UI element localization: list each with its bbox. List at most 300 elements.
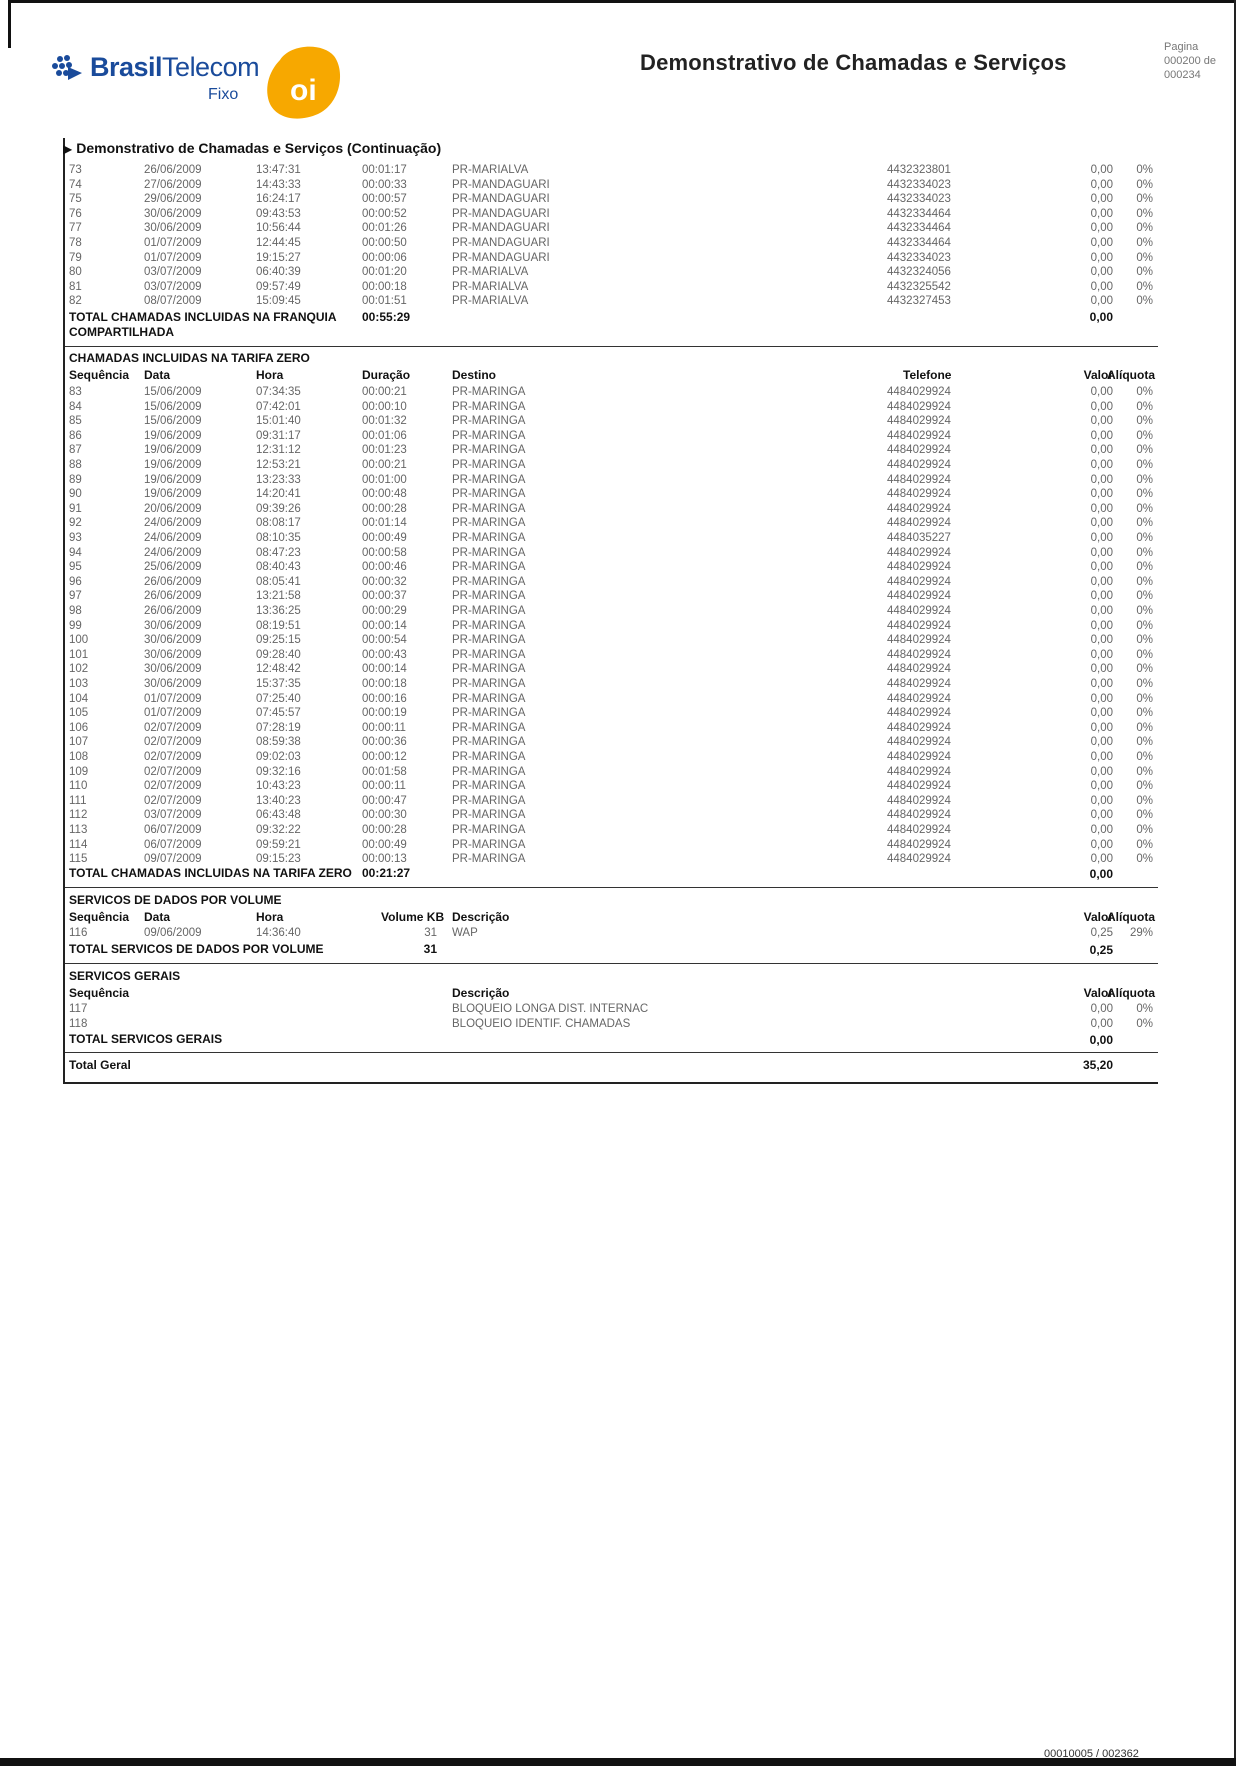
cell-aliquota: 0% bbox=[1136, 824, 1153, 836]
cell-destino: PR-MARINGA bbox=[452, 429, 526, 442]
cell-hora: 14:20:41 bbox=[256, 488, 301, 501]
cell-hora: 08:10:35 bbox=[256, 532, 301, 544]
cell-aliquota: 0% bbox=[1136, 575, 1153, 588]
cell-aliquota: 0% bbox=[1136, 222, 1153, 235]
cell-data: 20/06/2009 bbox=[144, 502, 202, 515]
cell-telefone: 4432334023 bbox=[887, 193, 951, 206]
cell-valor: 0,00 bbox=[1090, 400, 1113, 413]
col-seq: Sequência bbox=[69, 368, 130, 382]
total-geral-value: 35,20 bbox=[1082, 1058, 1113, 1072]
cell-aliquota: 0% bbox=[1136, 473, 1153, 486]
cell-aliquota: 0% bbox=[1136, 502, 1153, 515]
cell-data: 01/07/2009 bbox=[144, 251, 202, 264]
cell-hora: 12:48:42 bbox=[256, 663, 301, 676]
cell-destino: PR-MANDAGUARI bbox=[452, 237, 550, 249]
cell-seq: 78 bbox=[69, 237, 82, 249]
cell-destino: PR-MANDAGUARI bbox=[452, 178, 550, 191]
cell-valor: 0,00 bbox=[1090, 1003, 1113, 1015]
table-row bbox=[63, 252, 1158, 267]
cell-valor: 0,00 bbox=[1090, 517, 1113, 530]
col-seq: Sequência bbox=[69, 910, 130, 924]
cell-seq: 106 bbox=[69, 721, 89, 734]
table-row bbox=[63, 488, 1158, 503]
cell-hora: 12:44:45 bbox=[256, 237, 301, 249]
cell-seq: 95 bbox=[69, 561, 82, 574]
cell-seq: 92 bbox=[69, 517, 82, 530]
cell-telefone: 4484029924 bbox=[887, 444, 951, 457]
cell-data: 08/07/2009 bbox=[144, 295, 202, 308]
cell-destino: PR-MARINGA bbox=[452, 546, 526, 559]
cell-destino: PR-MARINGA bbox=[452, 400, 526, 413]
col-duracao: Duração bbox=[362, 368, 411, 382]
cell-data: 26/06/2009 bbox=[144, 575, 202, 588]
cell-duracao: 00:00:32 bbox=[362, 575, 407, 588]
cell-aliquota: 0% bbox=[1136, 429, 1153, 442]
cell-telefone: 4484029924 bbox=[887, 780, 951, 793]
cell-duracao: 00:00:43 bbox=[362, 648, 407, 661]
col-hora: Hora bbox=[256, 368, 284, 382]
footer-code: 00010005 / 002362 bbox=[1044, 1748, 1139, 1760]
brasil-telecom-icon bbox=[50, 53, 84, 83]
cell-aliquota: 0% bbox=[1136, 207, 1153, 220]
tarifa-zero-total-duration: 00:21:27 bbox=[362, 866, 411, 880]
cell-aliquota: 0% bbox=[1136, 634, 1153, 647]
cell-hora: 10:43:23 bbox=[256, 780, 301, 793]
cell-hora: 09:32:22 bbox=[256, 824, 301, 836]
col-aliquota: Alíquota bbox=[1107, 910, 1155, 924]
cell-destino: PR-MARINGA bbox=[452, 561, 526, 574]
cell-aliquota: 0% bbox=[1136, 1017, 1153, 1030]
continuation-header bbox=[63, 140, 441, 156]
cell-seq: 73 bbox=[69, 164, 82, 176]
cell-telefone: 4484029924 bbox=[887, 809, 951, 822]
cell-aliquota: 0% bbox=[1136, 648, 1153, 661]
cell-aliquota: 0% bbox=[1136, 619, 1153, 632]
cell-data: 26/06/2009 bbox=[144, 164, 202, 176]
cell-destino: PR-MARINGA bbox=[452, 794, 526, 807]
cell-data: 24/06/2009 bbox=[144, 546, 202, 559]
cell-telefone: 4484029924 bbox=[887, 619, 951, 632]
cell-hora: 09:15:23 bbox=[256, 853, 301, 866]
table-row bbox=[63, 722, 1158, 737]
cell-seq: 112 bbox=[69, 809, 88, 822]
page-label: Pagina bbox=[1164, 41, 1199, 53]
cell-valor: 0,00 bbox=[1090, 207, 1113, 220]
page-number: 000200 de bbox=[1164, 55, 1216, 67]
cell-hora: 08:47:23 bbox=[256, 546, 301, 559]
cell-data: 15/06/2009 bbox=[144, 415, 202, 428]
cell-hora: 10:56:44 bbox=[256, 222, 301, 235]
col-seq: Sequência bbox=[69, 986, 130, 1000]
table-row bbox=[63, 208, 1158, 223]
cell-hora: 09:43:53 bbox=[256, 207, 301, 220]
cell-data: 09/07/2009 bbox=[144, 853, 202, 866]
cell-data: 30/06/2009 bbox=[144, 207, 202, 220]
table-row bbox=[63, 736, 1158, 751]
cell-duracao: 00:00:11 bbox=[362, 780, 406, 793]
cell-seq: 88 bbox=[69, 459, 82, 471]
table-row bbox=[63, 795, 1158, 810]
cell-valor: 0,00 bbox=[1090, 853, 1113, 866]
table-row bbox=[63, 266, 1158, 281]
cell-telefone: 4484029924 bbox=[887, 678, 951, 690]
cell-valor: 0,00 bbox=[1090, 648, 1113, 661]
cell-duracao: 00:00:06 bbox=[362, 251, 407, 264]
cell-telefone: 4484029924 bbox=[887, 794, 951, 807]
table-row bbox=[63, 576, 1158, 591]
cell-aliquota: 0% bbox=[1136, 415, 1153, 428]
cell-duracao: 00:01:26 bbox=[362, 222, 407, 235]
table-row bbox=[63, 222, 1158, 237]
tarifa-zero-title: CHAMADAS INCLUIDAS NA TARIFA ZERO bbox=[69, 351, 310, 365]
table-row bbox=[63, 281, 1158, 296]
cell-seq: 102 bbox=[69, 663, 89, 676]
cell-aliquota: 0% bbox=[1136, 809, 1153, 822]
cell-data: 30/06/2009 bbox=[144, 678, 202, 690]
table-row bbox=[63, 663, 1158, 678]
cell-telefone: 4484029924 bbox=[887, 517, 951, 530]
cell-telefone: 4484029924 bbox=[887, 488, 951, 501]
dados-total-label: TOTAL SERVICOS DE DADOS POR VOLUME bbox=[69, 942, 324, 956]
cell-seq: 76 bbox=[69, 207, 82, 220]
page-total: 000234 bbox=[1164, 69, 1201, 81]
franquia-total-label-2: COMPARTILHADA bbox=[69, 325, 175, 339]
cell-data: 24/06/2009 bbox=[144, 532, 202, 544]
cell-data: 30/06/2009 bbox=[144, 634, 202, 647]
cell-duracao: 00:00:49 bbox=[362, 838, 407, 851]
cell-destino: PR-MARINGA bbox=[452, 838, 526, 851]
gerais-title: SERVICOS GERAIS bbox=[69, 969, 181, 983]
table-row bbox=[63, 179, 1158, 194]
cell-destino: PR-MARIALVA bbox=[452, 266, 529, 279]
cell-seq: 80 bbox=[69, 266, 82, 279]
divider bbox=[65, 1052, 1158, 1053]
cell-seq: 114 bbox=[69, 838, 88, 851]
cell-valor: 0,00 bbox=[1090, 736, 1113, 749]
cell-destino: PR-MARIALVA bbox=[452, 295, 529, 308]
cell-valor: 0,00 bbox=[1090, 605, 1113, 617]
cell-seq: 108 bbox=[69, 751, 89, 763]
cell-data: 15/06/2009 bbox=[144, 400, 202, 413]
cell-hora: 14:36:40 bbox=[256, 927, 301, 939]
cell-aliquota: 0% bbox=[1136, 1003, 1153, 1015]
cell-destino: PR-MARINGA bbox=[452, 678, 526, 690]
cell-destino: PR-MARINGA bbox=[452, 780, 526, 793]
cell-duracao: 00:01:00 bbox=[362, 473, 407, 486]
cell-destino: PR-MARINGA bbox=[452, 488, 526, 501]
cell-telefone: 4484029924 bbox=[887, 707, 951, 720]
cell-duracao: 00:01:20 bbox=[362, 266, 407, 279]
cell-seq: 84 bbox=[69, 400, 82, 413]
cell-aliquota: 0% bbox=[1136, 678, 1153, 690]
cell-seq: 98 bbox=[69, 605, 82, 617]
cell-aliquota: 0% bbox=[1136, 444, 1153, 457]
cell-telefone: 4484029924 bbox=[887, 473, 951, 486]
cell-duracao: 00:01:06 bbox=[362, 429, 407, 442]
continuation-title: Demonstrativo de Chamadas e Serviços (Continuação) bbox=[76, 140, 442, 156]
cell-data: 02/07/2009 bbox=[144, 794, 202, 807]
franquia-total-duration: 00:55:29 bbox=[362, 310, 411, 324]
cell-duracao: 00:00:28 bbox=[362, 824, 407, 836]
cell-hora: 07:45:57 bbox=[256, 707, 301, 720]
cell-aliquota: 0% bbox=[1136, 780, 1153, 793]
oi-logo-text: oi bbox=[290, 74, 317, 107]
cell-valor: 0,00 bbox=[1090, 415, 1113, 428]
cell-destino: PR-MARINGA bbox=[452, 517, 526, 530]
cell-telefone: 4484029924 bbox=[887, 853, 951, 866]
cell-seq: 118 bbox=[69, 1017, 88, 1030]
cell-data: 29/06/2009 bbox=[144, 193, 202, 206]
cell-destino: PR-MARINGA bbox=[452, 765, 526, 778]
cell-hora: 12:31:12 bbox=[256, 444, 301, 457]
cell-telefone: 4484029924 bbox=[887, 561, 951, 574]
cell-duracao: 00:00:13 bbox=[362, 853, 407, 866]
cell-duracao: 00:00:28 bbox=[362, 502, 407, 515]
cell-duracao: 00:01:32 bbox=[362, 415, 407, 428]
cell-hora: 16:24:17 bbox=[256, 193, 301, 206]
cell-telefone: 4484029924 bbox=[887, 429, 951, 442]
cell-data: 03/07/2009 bbox=[144, 280, 202, 293]
cell-seq: 101 bbox=[69, 648, 89, 661]
cell-hora: 07:42:01 bbox=[256, 400, 301, 413]
cell-telefone: 4484029924 bbox=[887, 721, 951, 734]
cell-valor: 0,00 bbox=[1090, 721, 1113, 734]
cell-telefone: 4484029924 bbox=[887, 400, 951, 413]
cell-valor: 0,00 bbox=[1090, 663, 1113, 676]
cell-aliquota: 0% bbox=[1136, 532, 1153, 544]
cell-destino: PR-MARINGA bbox=[452, 721, 526, 734]
cell-destino: PR-MARIALVA bbox=[452, 280, 529, 293]
scan-border-left bbox=[8, 0, 11, 48]
cell-data: 06/07/2009 bbox=[144, 824, 202, 836]
cell-aliquota: 0% bbox=[1136, 488, 1153, 501]
cell-duracao: 00:00:21 bbox=[362, 386, 407, 398]
cell-hora: 13:40:23 bbox=[256, 794, 301, 807]
cell-seq: 115 bbox=[69, 853, 88, 866]
cell-seq: 93 bbox=[69, 532, 82, 544]
table-row bbox=[63, 193, 1158, 208]
cell-destino: PR-MARINGA bbox=[452, 634, 526, 647]
tarifa-zero-total-value: 0,00 bbox=[1089, 867, 1113, 881]
cell-seq: 90 bbox=[69, 488, 82, 501]
table-row bbox=[63, 415, 1158, 430]
cell-hora: 08:19:51 bbox=[256, 619, 301, 632]
cell-telefone: 4484029924 bbox=[887, 502, 951, 515]
col-telefone: Telefone bbox=[903, 368, 952, 382]
cell-data: 19/06/2009 bbox=[144, 488, 202, 501]
table-row bbox=[63, 780, 1158, 795]
cell-valor: 0,00 bbox=[1090, 794, 1113, 807]
cell-duracao: 00:00:16 bbox=[362, 692, 407, 705]
cell-destino: PR-MARINGA bbox=[452, 605, 526, 617]
cell-duracao: 00:00:52 bbox=[362, 207, 407, 220]
col-valor: Valor bbox=[1083, 910, 1113, 924]
cell-data: 30/06/2009 bbox=[144, 619, 202, 632]
cell-hora: 13:36:25 bbox=[256, 605, 301, 617]
cell-valor: 0,00 bbox=[1090, 1017, 1113, 1030]
cell-destino: PR-MARINGA bbox=[452, 809, 526, 822]
page-info bbox=[1164, 40, 1216, 82]
cell-aliquota: 0% bbox=[1136, 751, 1153, 763]
cell-seq: 75 bbox=[69, 193, 82, 206]
cell-valor: 0,00 bbox=[1090, 429, 1113, 442]
dados-total-volume: 31 bbox=[423, 942, 437, 956]
cell-hora: 09:28:40 bbox=[256, 648, 301, 661]
table-row bbox=[63, 707, 1158, 722]
cell-hora: 14:43:33 bbox=[256, 178, 301, 191]
cell-hora: 06:43:48 bbox=[256, 809, 301, 822]
page-title: Demonstrativo de Chamadas e Serviços bbox=[640, 50, 1067, 75]
cell-hora: 08:59:38 bbox=[256, 736, 301, 749]
cell-hora: 09:31:17 bbox=[256, 429, 301, 442]
cell-data: 02/07/2009 bbox=[144, 736, 202, 749]
cell-hora: 08:08:17 bbox=[256, 517, 301, 530]
cell-hora: 13:23:33 bbox=[256, 473, 301, 486]
cell-destino: PR-MARIALVA bbox=[452, 164, 529, 176]
table-row bbox=[63, 605, 1158, 620]
brand-name bbox=[90, 52, 259, 83]
cell-valor: 0,00 bbox=[1090, 692, 1113, 705]
cell-data: 02/07/2009 bbox=[144, 751, 202, 763]
col-aliquota: Alíquota bbox=[1107, 368, 1155, 382]
cell-aliquota: 0% bbox=[1136, 707, 1153, 720]
cell-aliquota: 0% bbox=[1136, 721, 1153, 734]
cell-destino: PR-MARINGA bbox=[452, 824, 526, 836]
cell-hora: 19:15:27 bbox=[256, 251, 301, 264]
cell-data: 15/06/2009 bbox=[144, 386, 202, 398]
cell-telefone: 4432327453 bbox=[887, 295, 951, 308]
cell-seq: 107 bbox=[69, 736, 89, 749]
cell-volume: 31 bbox=[424, 927, 437, 939]
cell-data: 03/07/2009 bbox=[144, 266, 202, 279]
arrow-right-icon: ▶ bbox=[63, 142, 73, 156]
cell-duracao: 00:00:58 bbox=[362, 546, 407, 559]
cell-hora: 12:53:21 bbox=[256, 459, 301, 471]
col-valor: Valor bbox=[1083, 986, 1113, 1000]
cell-aliquota: 0% bbox=[1136, 517, 1153, 530]
cell-valor: 0,00 bbox=[1090, 532, 1113, 544]
cell-valor: 0,00 bbox=[1090, 280, 1113, 293]
table-row bbox=[63, 561, 1158, 576]
cell-valor: 0,00 bbox=[1090, 178, 1113, 191]
cell-destino: PR-MARINGA bbox=[452, 751, 526, 763]
cell-destino: PR-MARINGA bbox=[452, 692, 526, 705]
cell-destino: PR-MARINGA bbox=[452, 444, 526, 457]
cell-data: 01/07/2009 bbox=[144, 707, 202, 720]
cell-aliquota: 0% bbox=[1136, 794, 1153, 807]
cell-descricao: BLOQUEIO IDENTIF. CHAMADAS bbox=[452, 1017, 631, 1030]
cell-seq: 100 bbox=[69, 634, 89, 647]
table-row bbox=[63, 474, 1158, 489]
cell-data: 30/06/2009 bbox=[144, 222, 202, 235]
cell-telefone: 4432334464 bbox=[887, 237, 951, 249]
cell-telefone: 4484029924 bbox=[887, 736, 951, 749]
cell-data: 02/07/2009 bbox=[144, 780, 202, 793]
cell-data: 26/06/2009 bbox=[144, 605, 202, 617]
cell-duracao: 00:00:18 bbox=[362, 678, 407, 690]
cell-destino: PR-MARINGA bbox=[452, 415, 526, 428]
cell-valor: 0,00 bbox=[1090, 237, 1113, 249]
cell-seq: 86 bbox=[69, 429, 82, 442]
cell-seq: 113 bbox=[69, 824, 88, 836]
cell-telefone: 4484029924 bbox=[887, 605, 951, 617]
cell-aliquota: 0% bbox=[1136, 237, 1153, 249]
cell-aliquota: 0% bbox=[1136, 400, 1153, 413]
cell-hora: 07:25:40 bbox=[256, 692, 301, 705]
cell-telefone: 4484029924 bbox=[887, 386, 951, 398]
cell-duracao: 00:00:11 bbox=[362, 721, 406, 734]
cell-seq: 103 bbox=[69, 678, 89, 690]
cell-aliquota: 0% bbox=[1136, 736, 1153, 749]
cell-duracao: 00:00:47 bbox=[362, 794, 407, 807]
cell-destino: PR-MANDAGUARI bbox=[452, 207, 550, 220]
cell-valor: 0,00 bbox=[1090, 634, 1113, 647]
cell-valor: 0,00 bbox=[1090, 251, 1113, 264]
cell-telefone: 4432323801 bbox=[887, 164, 951, 176]
cell-duracao: 00:00:54 bbox=[362, 634, 407, 647]
cell-seq: 77 bbox=[69, 222, 82, 235]
cell-duracao: 00:00:14 bbox=[362, 619, 407, 632]
cell-valor: 0,00 bbox=[1090, 751, 1113, 763]
cell-duracao: 00:00:46 bbox=[362, 561, 407, 574]
cell-valor: 0,00 bbox=[1090, 838, 1113, 851]
cell-aliquota: 0% bbox=[1136, 266, 1153, 279]
table-row bbox=[63, 766, 1158, 781]
cell-data: 19/06/2009 bbox=[144, 429, 202, 442]
cell-valor: 0,00 bbox=[1090, 459, 1113, 471]
cell-hora: 07:28:19 bbox=[256, 721, 301, 734]
col-descricao: Descrição bbox=[452, 910, 510, 924]
cell-aliquota: 0% bbox=[1136, 853, 1153, 866]
table-row bbox=[63, 503, 1158, 518]
cell-telefone: 4432334023 bbox=[887, 251, 951, 264]
cell-telefone: 4484029924 bbox=[887, 765, 951, 778]
cell-duracao: 00:00:30 bbox=[362, 809, 407, 822]
cell-valor: 0,00 bbox=[1090, 473, 1113, 486]
table-row bbox=[63, 693, 1158, 708]
table-row bbox=[63, 444, 1158, 459]
table-row bbox=[63, 678, 1158, 693]
franquia-total-label bbox=[69, 310, 337, 340]
dados-title: SERVICOS DE DADOS POR VOLUME bbox=[69, 893, 282, 907]
cell-aliquota: 0% bbox=[1136, 838, 1153, 851]
cell-duracao: 00:00:33 bbox=[362, 178, 407, 191]
cell-aliquota: 0% bbox=[1136, 663, 1153, 676]
cell-data: 27/06/2009 bbox=[144, 178, 202, 191]
cell-valor: 0,00 bbox=[1090, 444, 1113, 457]
cell-valor: 0,00 bbox=[1090, 678, 1113, 690]
cell-aliquota: 0% bbox=[1136, 561, 1153, 574]
cell-duracao: 00:00:19 bbox=[362, 707, 407, 720]
cell-data: 03/07/2009 bbox=[144, 809, 202, 822]
cell-telefone: 4484029924 bbox=[887, 590, 951, 603]
col-data: Data bbox=[144, 910, 171, 924]
scan-border-top bbox=[8, 0, 1236, 3]
cell-aliquota: 0% bbox=[1136, 386, 1153, 398]
cell-seq: 81 bbox=[69, 280, 82, 293]
table-row bbox=[63, 620, 1158, 635]
cell-data: 30/06/2009 bbox=[144, 648, 202, 661]
cell-seq: 110 bbox=[69, 780, 88, 793]
cell-aliquota: 0% bbox=[1136, 251, 1153, 264]
table-row bbox=[63, 824, 1158, 839]
cell-destino: PR-MARINGA bbox=[452, 590, 526, 603]
cell-valor: 0,00 bbox=[1090, 222, 1113, 235]
col-valor: Valor bbox=[1083, 368, 1113, 382]
cell-hora: 06:40:39 bbox=[256, 266, 301, 279]
cell-data: 19/06/2009 bbox=[144, 473, 202, 486]
cell-aliquota: 0% bbox=[1136, 178, 1153, 191]
